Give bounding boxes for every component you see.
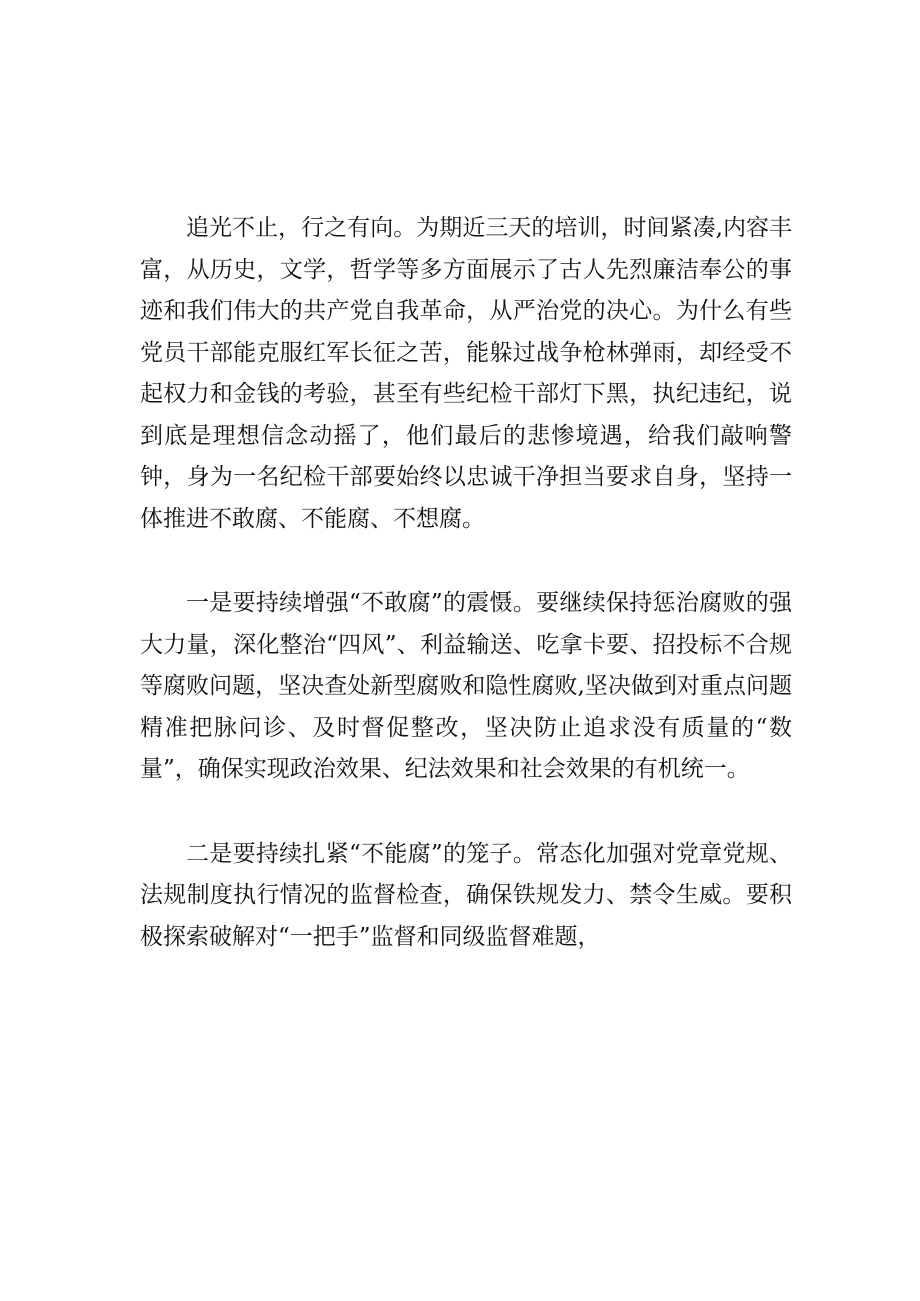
paragraph-intro: 追光不止，行之有向。为期近三天的培训，时间紧凑,内容丰富，从历史，文学，哲学等多方面展示了古人先烈廉洁奉公的事迹和我们伟大的共产党自我革命，从严治党的决心。为什么有些党员干部能克服红军长征之苦，能躲过战争枪林弹雨，却经受不起权力和金钱的考验，甚至有些纪检干部灯下黑，执纪违纪，说到底是理想信念动摇了，他们最后的悲惨境遇，给我们敲响警钟，身为一名纪检干部要始终以忠诚干净担当要求自身，坚持一体推进不敢腐、不能腐、不想腐。 — [140, 215, 792, 532]
paragraph-point-one: 一是要持续增强“不敢腐”的震慑。要继续保持惩治腐败的强大力量，深化整治“四风”、利益输送、吃拿卡要、招投标不合规等腐败问题，坚决查处新型腐败和隐性腐败,坚决做到对重点问题精准把脉问诊、及时督促整改，坚决防止追求没有质量的“数量”，确保实现政治效果、纪法效果和社会效果的有机统一。 — [140, 590, 792, 782]
document-body — [140, 208, 792, 958]
paragraph-point-two: 二是要持续扎紧“不能腐”的笼子。常态化加强对党章党规、法规制度执行情况的监督检查，确保铁规发力、禁令生威。要积极探索破解对“一把手”监督和同级监督难题， — [140, 840, 792, 950]
